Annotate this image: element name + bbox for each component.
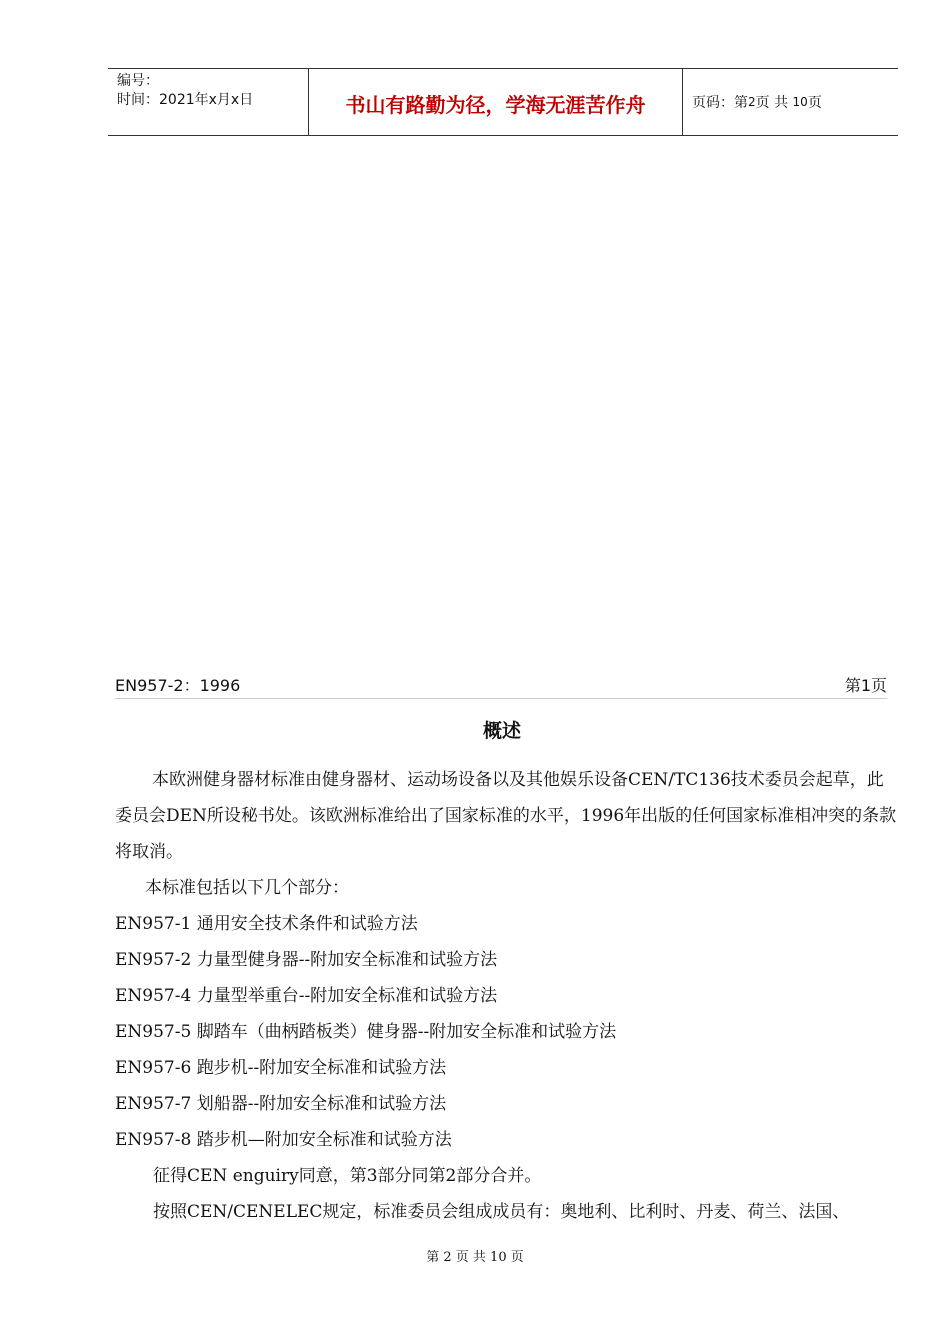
serial-label: 编号： <box>117 73 159 89</box>
header-motto: 书山有路勤为径，学海无涯苦作舟 <box>309 69 683 135</box>
page-footer: 第 2 页 共 10 页 <box>426 1250 524 1265</box>
document-body <box>115 762 900 1230</box>
page-mid: 页 共 <box>755 95 789 111</box>
header-meta-cell <box>108 69 309 135</box>
page-label: 页码：第 <box>692 95 748 111</box>
page-number: 2 <box>748 95 756 109</box>
paragraph-parts-intro: 本标准包括以下几个部分： <box>145 878 349 898</box>
list-item: EN957-5 脚踏车（曲柄踏板类）健身器--附加安全标准和试验方法 <box>115 1022 617 1042</box>
header-table <box>108 68 898 136</box>
list-item: EN957-7 划船器--附加安全标准和试验方法 <box>115 1094 447 1114</box>
list-item: EN957-4 力量型举重台--附加安全标准和试验方法 <box>115 986 498 1006</box>
date-label: 时间：2021年x月x日 <box>117 92 254 108</box>
page-end: 页 <box>807 95 822 111</box>
list-item: EN957-2 力量型健身器--附加安全标准和试验方法 <box>115 950 498 970</box>
header-page-info <box>683 69 898 135</box>
list-item: EN957-6 跑步机--附加安全标准和试验方法 <box>115 1058 447 1078</box>
section-title: 概述 <box>482 720 521 742</box>
paragraph-intro: 本欧洲健身器材标准由健身器材、运动场设备以及其他娱乐设备CEN/TC136技术委员会起草，此委员会DEN所设秘书处。该欧洲标准给出了国家标准的水平，1996年出版的任何国家标准相冲突的条款将取消。 <box>115 770 897 862</box>
page-total: 10 <box>792 95 808 109</box>
standard-id: EN957-2：1996 <box>115 675 241 695</box>
paragraph-merge-note: 征得CEN enguiry同意，第3部分同第2部分合并。 <box>153 1166 542 1186</box>
document-running-header <box>115 670 887 699</box>
list-item: EN957-1 通用安全技术条件和试验方法 <box>115 914 418 934</box>
list-item: EN957-8 踏步机—附加安全标准和试验方法 <box>115 1130 452 1150</box>
page-marker: 第1页 <box>844 675 887 695</box>
paragraph-members: 按照CEN/CENELEC规定，标准委员会组成成员有：奥地利、比利时、丹麦、荷兰、法国、 <box>153 1202 850 1222</box>
